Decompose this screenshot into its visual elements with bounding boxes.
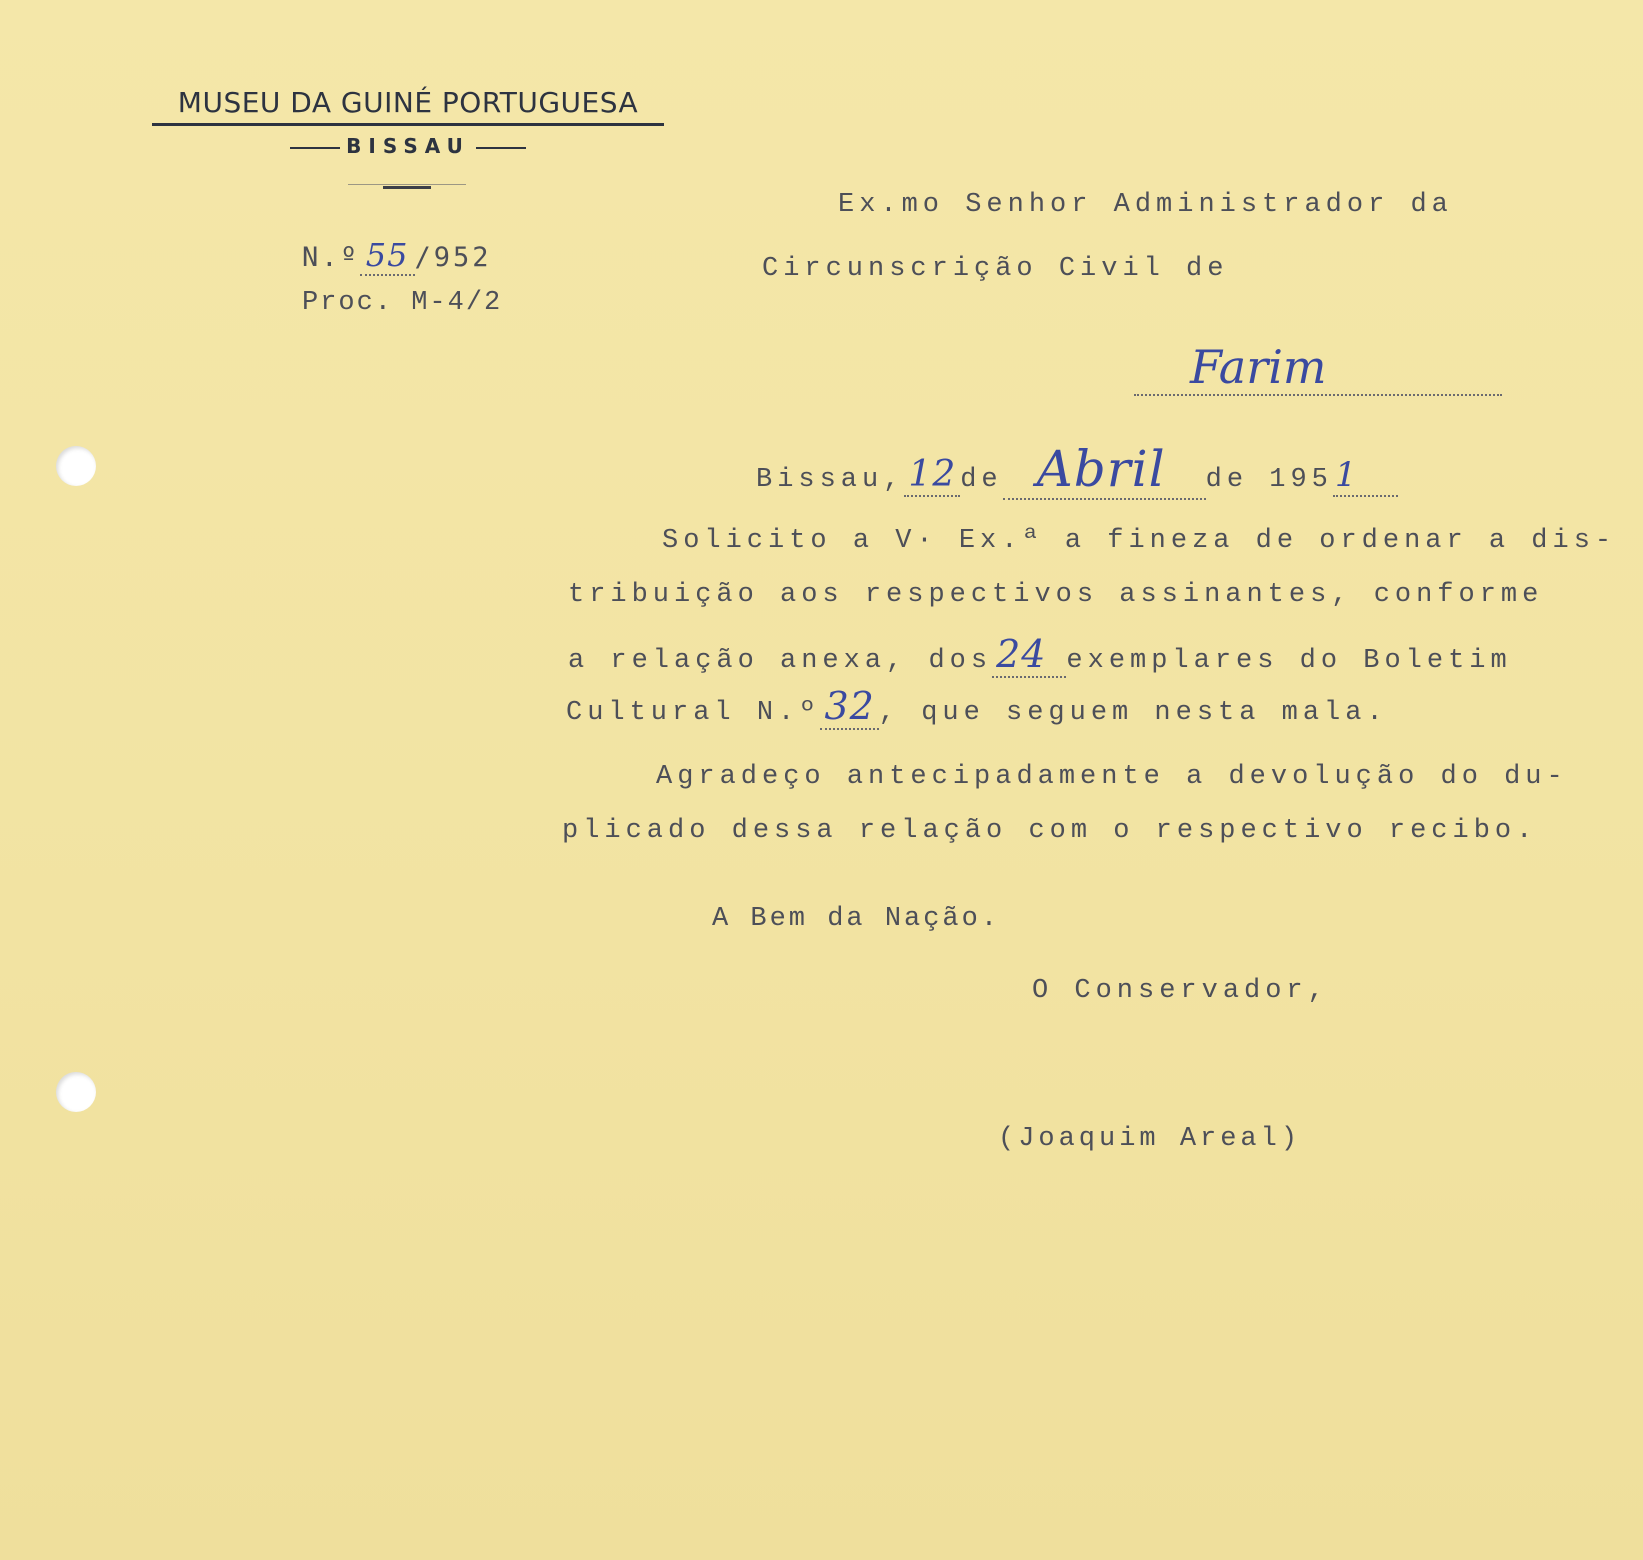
reference-number (302, 236, 492, 276)
process-reference: Proc. M-4/2 (302, 288, 503, 318)
date-year-handwritten: 1 (1333, 455, 1398, 497)
body-line-5: Agradeço antecipadamente a devolução do du- (656, 762, 1568, 792)
institution-city: BISSAU (152, 134, 664, 158)
copies-handwritten: 24 (992, 632, 1066, 678)
date-line (756, 440, 1398, 500)
addressee-place-handwritten: Farim (1190, 340, 1327, 394)
reference-number-suffix: /952 (414, 242, 492, 273)
reference-number-prefix: N.º (302, 242, 360, 273)
letterhead-rule-bold (383, 186, 431, 189)
punch-hole-bottom (56, 1072, 96, 1112)
reference-number-handwritten: 55 (360, 236, 415, 276)
signatory-name: (Joaquim Areal) (998, 1124, 1302, 1154)
body-line-3-start: a relação anexa, dos (568, 646, 993, 676)
date-de-1: de (960, 465, 1003, 495)
signatory-title: O Conservador, (1032, 976, 1329, 1006)
body-line-2: tribuição aos respectivos assinantes, conforme (568, 580, 1544, 610)
date-de-2: de (1205, 465, 1249, 495)
institution-name: MUSEU DA GUINÉ PORTUGUESA (152, 86, 664, 126)
date-year-prefix: 195 (1269, 465, 1333, 495)
addressee-line-2: Circunscrição Civil de (762, 254, 1229, 284)
body-line-1: Solicito a V· Ex.ª a fineza de ordenar a dis- (662, 526, 1617, 556)
addressee-place-line (1134, 394, 1502, 396)
date-month-handwritten: Abril (1003, 440, 1206, 500)
date-city: Bissau, (756, 465, 905, 495)
body-line-6: plicado dessa relação com o respectivo recibo. (562, 816, 1538, 846)
closing-salutation: A Bem da Nação. (712, 904, 1001, 934)
punch-hole-top (56, 446, 96, 486)
issue-handwritten: 32 (820, 684, 878, 730)
addressee-line-1: Ex.mo Senhor Administrador da (838, 190, 1453, 220)
body-line-4 (566, 684, 1388, 730)
date-day-handwritten: 12 (904, 454, 960, 497)
letterhead (152, 86, 664, 158)
letterhead-rule (348, 184, 466, 185)
body-line-3-end: exemplares do Boletim (1066, 646, 1512, 676)
body-line-3 (568, 632, 1512, 678)
body-line-4-start: Cultural N.º (566, 698, 821, 728)
body-line-4-end: , que seguem nesta mala. (878, 698, 1388, 728)
